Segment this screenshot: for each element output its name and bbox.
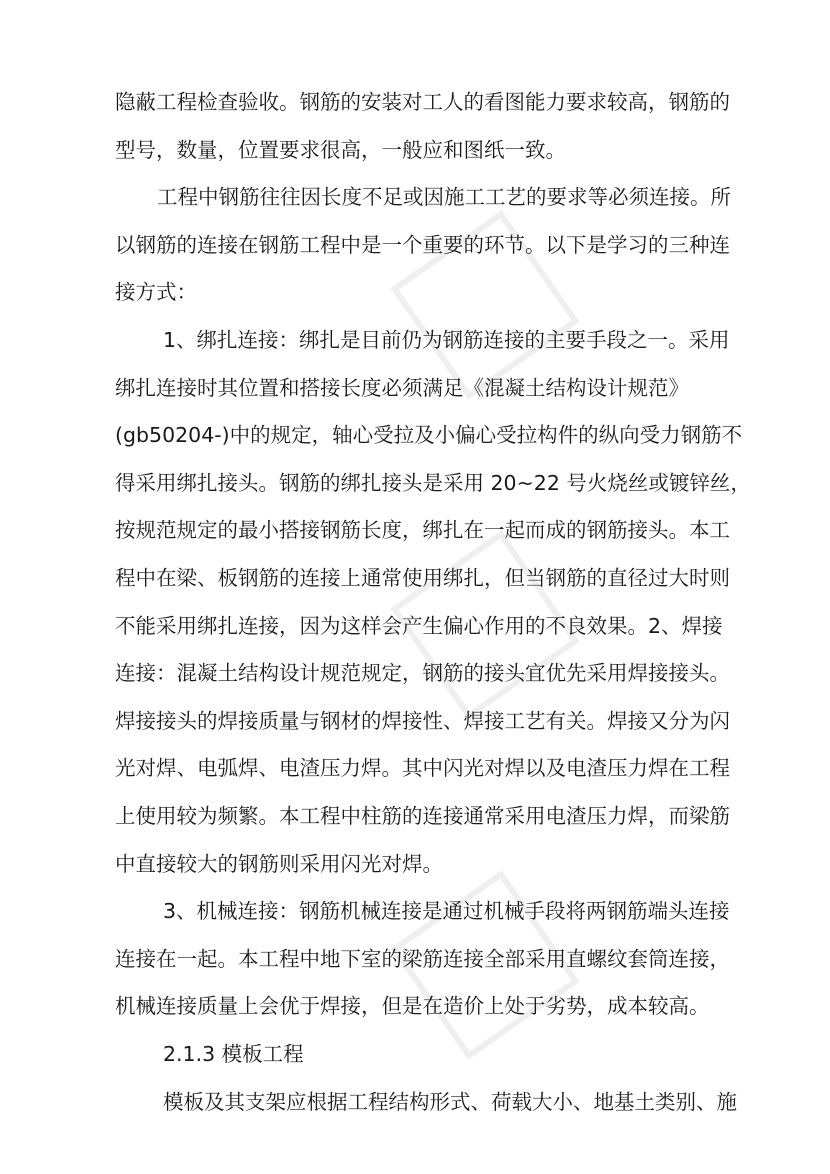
paragraph-line: 模板及其支架应根据工程结构形式、荷载大小、地基土类别、施 [163,1090,737,1114]
paragraph-line: 以钢筋的连接在钢筋工程中是一个重要的环节。以下是学习的三种连 [115,232,730,257]
paragraph-line: 1、绑扎连接：绑扎是目前仍为钢筋连接的主要手段之一。采用 [163,328,730,352]
section-heading: 2.1.3 模板工程 [163,1042,304,1066]
paragraph-line: 接方式： [115,280,197,305]
paragraph-line: 焊接接头的焊接质量与钢材的焊接性、焊接工艺有关。焊接又分为闪 [115,708,730,733]
paragraph-line: 上使用较为频繁。本工程中柱筋的连接通常采用电渣压力焊，而梁筋 [115,804,730,828]
paragraph-line: 光对焊、电弧焊、电渣压力焊。其中闪光对焊以及电渣压力焊在工程 [115,756,730,781]
paragraph-line: 3、机械连接：钢筋机械连接是通过机械手段将两钢筋端头连接 [163,899,730,924]
paragraph-line: 得采用绑扎接头。钢筋的绑扎接头是采用 20~22 号火烧丝或镀锌丝， [115,470,751,495]
paragraph-line: 工程中钢筋往往因长度不足或因施工工艺的要求等必须连接。所 [157,185,731,210]
paragraph-line: 按规范规定的最小搭接钢筋长度，绑扎在一起而成的钢筋接头。本工 [115,518,730,543]
paragraph-line: 机械连接质量上会优于焊接，但是在造价上处于劣势，成本较高。 [115,994,710,1019]
paragraph-line: 型号，数量，位置要求很高，一般应和图纸一致。 [115,137,566,162]
paragraph-line: 连接：混凝土结构设计规范规定，钢筋的接头宜优先采用焊接接头。 [115,661,730,686]
paragraph-line: 程中在梁、板钢筋的连接上通常使用绑扎，但当钢筋的直径过大时则 [115,566,730,590]
paragraph-line: 中直接较大的钢筋则采用闪光对焊。 [115,851,443,876]
paragraph-line: 不能采用绑扎连接，因为这样会产生偏心作用的不良效果。2、焊接 [115,613,723,638]
paragraph-line: 隐蔽工程检查验收。钢筋的安装对工人的看图能力要求较高，钢筋的 [115,90,730,114]
paragraph-line: (gb50204-)中的规定，轴心受拉及小偏心受拉构件的纵向受力钢筋不 [115,423,743,448]
paragraph-line: 连接在一起。本工程中地下室的梁筋连接全部采用直螺纹套筒连接， [115,946,730,971]
paragraph-line: 绑扎连接时其位置和搭接长度必须满足《混凝土结构设计规范》 [115,375,689,400]
